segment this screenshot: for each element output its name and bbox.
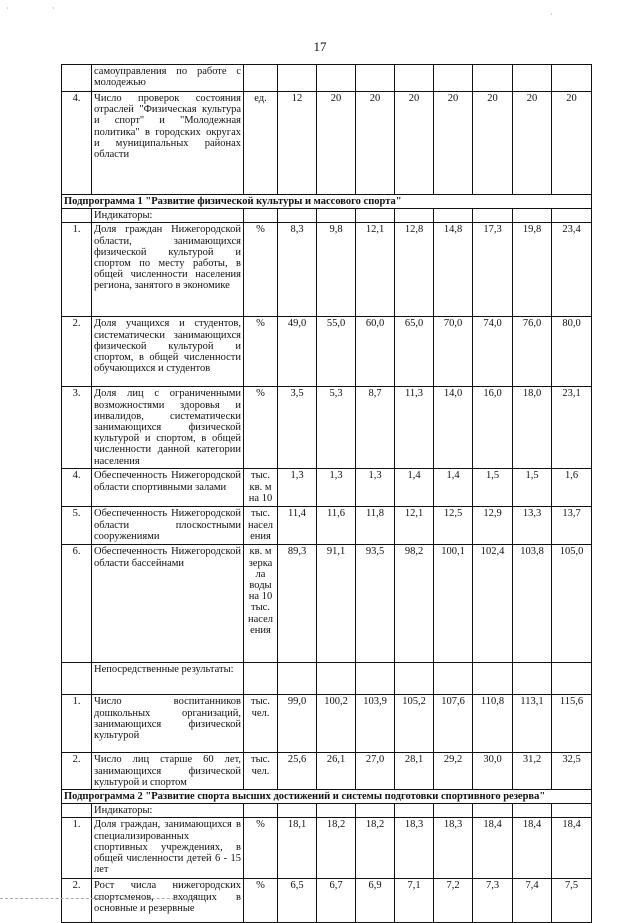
value-cell: 11,8 (356, 507, 395, 545)
empty-cell (395, 663, 434, 695)
value-cell: 5,3 (317, 387, 356, 469)
empty-cell (244, 663, 278, 695)
value-cell: 76,0 (513, 317, 552, 387)
value-cell: 12,5 (434, 507, 473, 545)
value-cell (513, 65, 552, 92)
value-cell (552, 65, 592, 92)
table-row (62, 92, 592, 195)
table-row (62, 753, 592, 790)
indicator-name: Доля граждан Нижегородской области, занимающихся физической культурой и спортом по месту работы, в общей численности населения региона, занятого в экономике (92, 223, 244, 317)
row-number: 4. (62, 92, 92, 195)
value-cell: 1,4 (434, 469, 473, 507)
value-cell: 9,8 (317, 223, 356, 317)
empty-cell (62, 804, 92, 818)
indicator-name: Доля учащихся и студентов, систематически занимающихся физической культурой и спортом, в общей численности обучающихся и студентов (92, 317, 244, 387)
scan-mark: · (52, 4, 55, 13)
value-cell: 70,0 (434, 317, 473, 387)
value-cell: 25,6 (278, 753, 317, 790)
row-number: 3. (62, 387, 92, 469)
value-cell: 100,1 (434, 545, 473, 663)
value-cell: 18,4 (473, 818, 513, 879)
value-cell: 1,6 (552, 469, 592, 507)
empty-cell (278, 804, 317, 818)
value-cell: 14,0 (434, 387, 473, 469)
indicator-name: самоуправления по работе с молодежью (92, 65, 244, 92)
empty-cell (317, 663, 356, 695)
value-cell (473, 65, 513, 92)
table-row (62, 387, 592, 469)
indicator-name: Рост числа нижегородских спортсменов, входящих в основные и резервные (92, 879, 244, 923)
value-cell: 27,0 (356, 753, 395, 790)
row-number: 2. (62, 317, 92, 387)
empty-cell (395, 209, 434, 223)
section-label: Непосредственные результаты: (92, 663, 244, 695)
table-row (62, 223, 592, 317)
value-cell: 12,8 (395, 223, 434, 317)
value-cell: 6,7 (317, 879, 356, 923)
value-cell: 17,3 (473, 223, 513, 317)
empty-cell (356, 804, 395, 818)
table-row (62, 317, 592, 387)
indicator-name: Обеспеченность Нижегородской области плоскостными сооружениями (92, 507, 244, 545)
value-cell (356, 65, 395, 92)
value-cell: 91,1 (317, 545, 356, 663)
table-row (62, 663, 592, 695)
table-row (62, 695, 592, 753)
value-cell: 18,4 (513, 818, 552, 879)
value-cell: 26,1 (317, 753, 356, 790)
value-cell: 113,1 (513, 695, 552, 753)
unit-cell: кв. м зерка ла воды на 10 тыс. насел ения (244, 545, 278, 663)
unit-cell: тыс. чел. (244, 695, 278, 753)
indicator-name: Число проверок состояния отраслей "Физическая культура и спорт" и "Молодежная политика" в городских округах и муниципальных районах области (92, 92, 244, 195)
value-cell (317, 65, 356, 92)
value-cell: 18,2 (356, 818, 395, 879)
empty-cell (552, 663, 592, 695)
value-cell: 12,1 (395, 507, 434, 545)
value-cell: 89,3 (278, 545, 317, 663)
unit-cell: тыс. чел. (244, 753, 278, 790)
value-cell: 7,3 (473, 879, 513, 923)
empty-cell (62, 209, 92, 223)
empty-cell (552, 804, 592, 818)
value-cell: 20 (356, 92, 395, 195)
value-cell: 74,0 (473, 317, 513, 387)
value-cell: 23,4 (552, 223, 592, 317)
row-number: 1. (62, 695, 92, 753)
unit-cell: % (244, 387, 278, 469)
value-cell: 105,2 (395, 695, 434, 753)
empty-cell (356, 209, 395, 223)
value-cell: 98,2 (395, 545, 434, 663)
value-cell: 23,1 (552, 387, 592, 469)
empty-cell (356, 663, 395, 695)
unit-cell: % (244, 317, 278, 387)
value-cell: 11,6 (317, 507, 356, 545)
value-cell: 1,5 (473, 469, 513, 507)
value-cell (395, 65, 434, 92)
value-cell: 6,9 (356, 879, 395, 923)
section-label: Индикаторы: (92, 209, 244, 223)
unit-cell (244, 65, 278, 92)
value-cell: 32,5 (552, 753, 592, 790)
subprogram-heading: Подпрограмма 2 "Развитие спорта высших достижений и системы подготовки спортивного резерва" (62, 790, 592, 804)
empty-cell (513, 209, 552, 223)
value-cell: 29,2 (434, 753, 473, 790)
empty-cell (434, 663, 473, 695)
unit-cell: % (244, 879, 278, 923)
row-number: 2. (62, 753, 92, 790)
value-cell: 20 (317, 92, 356, 195)
value-cell: 100,2 (317, 695, 356, 753)
empty-cell (317, 209, 356, 223)
value-cell: 102,4 (473, 545, 513, 663)
value-cell: 103,9 (356, 695, 395, 753)
indicator-name: Обеспеченность Нижегородской области бассейнами (92, 545, 244, 663)
unit-cell: ед. (244, 92, 278, 195)
value-cell: 93,5 (356, 545, 395, 663)
empty-cell (244, 804, 278, 818)
value-cell: 1,3 (317, 469, 356, 507)
value-cell: 18,2 (317, 818, 356, 879)
value-cell: 105,0 (552, 545, 592, 663)
value-cell: 65,0 (395, 317, 434, 387)
scan-mark: · (550, 10, 553, 19)
indicators-table (61, 64, 592, 923)
value-cell (434, 65, 473, 92)
empty-cell (278, 663, 317, 695)
value-cell: 107,6 (434, 695, 473, 753)
value-cell: 18,3 (395, 818, 434, 879)
scan-mark: · (6, 4, 9, 13)
table-row (62, 195, 592, 209)
value-cell: 13,3 (513, 507, 552, 545)
empty-cell (434, 804, 473, 818)
indicator-name: Число воспитанников дошкольных организаций, занимающихся физической культурой (92, 695, 244, 753)
row-number: 2. (62, 879, 92, 923)
value-cell: 20 (395, 92, 434, 195)
indicator-name: Число лиц старше 60 лет, занимающихся физической культурой и спортом (92, 753, 244, 790)
value-cell: 3,5 (278, 387, 317, 469)
value-cell: 11,4 (278, 507, 317, 545)
indicator-name: Доля граждан, занимающихся в специализированных спортивных учреждениях, в общей численности детей 6 - 15 лет (92, 818, 244, 879)
value-cell: 12,9 (473, 507, 513, 545)
table-row (62, 209, 592, 223)
empty-cell (317, 804, 356, 818)
empty-cell (513, 663, 552, 695)
unit-cell: % (244, 818, 278, 879)
unit-cell: тыс. кв. м на 10 (244, 469, 278, 507)
value-cell: 12 (278, 92, 317, 195)
value-cell: 7,2 (434, 879, 473, 923)
row-number: 1. (62, 818, 92, 879)
page-number: 17 (313, 39, 327, 54)
value-cell: 30,0 (473, 753, 513, 790)
table-row (62, 545, 592, 663)
value-cell: 18,0 (513, 387, 552, 469)
value-cell: 1,5 (513, 469, 552, 507)
value-cell: 7,4 (513, 879, 552, 923)
table-row (62, 65, 592, 92)
table-row (62, 818, 592, 879)
value-cell: 80,0 (552, 317, 592, 387)
value-cell: 110,8 (473, 695, 513, 753)
value-cell: 8,7 (356, 387, 395, 469)
unit-cell: тыс. насел ения (244, 507, 278, 545)
table-row (62, 507, 592, 545)
indicator-name: Обеспеченность Нижегородской области спортивными залами (92, 469, 244, 507)
value-cell: 20 (473, 92, 513, 195)
row-number: 4. (62, 469, 92, 507)
value-cell: 13,7 (552, 507, 592, 545)
value-cell: 49,0 (278, 317, 317, 387)
value-cell (278, 65, 317, 92)
value-cell: 1,4 (395, 469, 434, 507)
value-cell: 1,3 (278, 469, 317, 507)
value-cell: 6,5 (278, 879, 317, 923)
value-cell: 20 (434, 92, 473, 195)
value-cell: 14,8 (434, 223, 473, 317)
value-cell: 18,1 (278, 818, 317, 879)
table-row (62, 790, 592, 804)
table-row (62, 804, 592, 818)
row-number (62, 65, 92, 92)
value-cell: 19,8 (513, 223, 552, 317)
value-cell: 8,3 (278, 223, 317, 317)
empty-cell (473, 804, 513, 818)
table-row (62, 879, 592, 923)
value-cell: 7,5 (552, 879, 592, 923)
value-cell: 31,2 (513, 753, 552, 790)
empty-cell (434, 209, 473, 223)
section-label: Индикаторы: (92, 804, 244, 818)
value-cell: 18,3 (434, 818, 473, 879)
subprogram-heading: Подпрограмма 1 "Развитие физической культуры и массового спорта" (62, 195, 592, 209)
value-cell: 16,0 (473, 387, 513, 469)
value-cell: 99,0 (278, 695, 317, 753)
row-number: 6. (62, 545, 92, 663)
empty-cell (552, 209, 592, 223)
empty-cell (473, 209, 513, 223)
table-row (62, 469, 592, 507)
value-cell: 115,6 (552, 695, 592, 753)
empty-cell (244, 209, 278, 223)
scan-edge-line (0, 898, 200, 900)
empty-cell (278, 209, 317, 223)
value-cell: 20 (552, 92, 592, 195)
unit-cell: % (244, 223, 278, 317)
value-cell: 28,1 (395, 753, 434, 790)
value-cell: 18,4 (552, 818, 592, 879)
value-cell: 7,1 (395, 879, 434, 923)
empty-cell (395, 804, 434, 818)
value-cell: 55,0 (317, 317, 356, 387)
value-cell: 1,3 (356, 469, 395, 507)
row-number: 5. (62, 507, 92, 545)
empty-cell (473, 663, 513, 695)
value-cell: 103,8 (513, 545, 552, 663)
value-cell: 20 (513, 92, 552, 195)
value-cell: 12,1 (356, 223, 395, 317)
empty-cell (513, 804, 552, 818)
indicator-name: Доля лиц с ограниченными возможностями здоровья и инвалидов, систематически занимающихся физической культурой и спортом, в общей численности данной категории населения (92, 387, 244, 469)
value-cell: 60,0 (356, 317, 395, 387)
empty-cell (62, 663, 92, 695)
row-number: 1. (62, 223, 92, 317)
value-cell: 11,3 (395, 387, 434, 469)
